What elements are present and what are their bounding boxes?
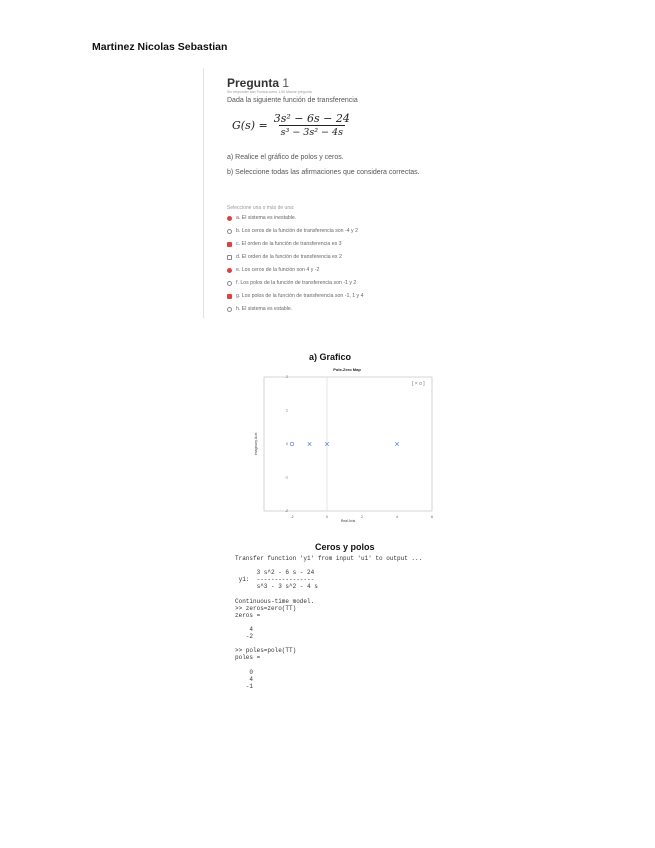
pole-zero-plot — [252, 365, 442, 525]
terminal-line: -1 — [235, 682, 254, 690]
question-panel — [203, 68, 444, 318]
terminal-line: Transfer function 'y1' from input 'u1' to output ... — [235, 555, 423, 562]
x-axis-label: Real Axis — [340, 519, 356, 523]
terminal-line: zeros = — [235, 611, 261, 619]
y-tick-label: 2 — [286, 375, 288, 380]
option-b-radio-icon[interactable] — [227, 229, 232, 234]
x-tick-label: 6 — [431, 515, 433, 519]
terminal-line — [235, 590, 422, 597]
formula-denominator: s³ − 3s² − 4s — [280, 127, 343, 138]
answer-option-g[interactable] — [227, 293, 363, 299]
terminal-line: 4 — [235, 625, 254, 633]
graph-heading: a) Grafico — [309, 352, 352, 362]
y-tick-label: 0 — [286, 442, 288, 447]
answer-option-h[interactable] — [227, 306, 292, 312]
question-part-b: b) Seleccione todas las afirmaciones que considera correctas. — [227, 169, 420, 176]
question-intro: Dada la siguiente función de transferencia — [227, 97, 358, 104]
terminal-line — [235, 661, 422, 668]
y-tick-label: 1 — [286, 408, 288, 413]
x-ticks — [290, 515, 433, 519]
terminal-line: >> poles=pole(TT) — [235, 647, 297, 655]
y-tick-label: -1 — [284, 475, 288, 480]
transfer-function-formula — [232, 112, 352, 138]
option-e-radio-icon[interactable] — [227, 268, 232, 273]
plot-title: Pole-Zero Map — [333, 367, 361, 372]
terminal-line: poles = — [235, 654, 261, 662]
terminal-line: y1: ---------------- — [235, 576, 315, 584]
option-f-radio-icon[interactable] — [227, 281, 232, 286]
plot-area — [264, 377, 432, 514]
answer-option-f[interactable] — [227, 280, 356, 286]
terminal-line: 3 s^2 - 6 s - 24 — [235, 569, 315, 577]
terminal-line: Continuous-time model. — [235, 597, 315, 605]
option-a-label: a. El sistema es inestable. — [236, 215, 297, 221]
question-part-a: a) Realice el gráfico de polos y ceros. — [227, 154, 344, 161]
option-e-label: e. Los ceros de la función son 4 y -2 — [236, 267, 320, 273]
option-d-label: d. El orden de la función de transferencia es 2 — [236, 254, 342, 260]
option-c-label: c. El orden de la función de transferencia es 3 — [236, 241, 342, 247]
answer-option-b[interactable] — [227, 228, 358, 234]
answer-option-e[interactable] — [227, 267, 319, 273]
answer-option-c[interactable] — [227, 241, 342, 247]
question-number: 1 — [282, 76, 290, 90]
option-g-label: g. Los polos de la función de transferencia son -1, 1 y 4 — [236, 293, 364, 299]
y-axis-label: Imaginary Axis — [254, 432, 258, 456]
question-title-label: Pregunta — [227, 76, 280, 90]
x-tick-label: 0 — [326, 515, 328, 519]
option-g-checkbox-icon[interactable] — [227, 294, 232, 299]
terminal-line — [235, 640, 422, 647]
question-title — [227, 76, 289, 90]
answer-option-d[interactable] — [227, 254, 342, 260]
author-name: Martinez Nicolas Sebastian — [92, 41, 228, 53]
terminal-line — [235, 619, 422, 626]
option-h-radio-icon[interactable] — [227, 307, 232, 312]
option-f-label: f. Los polos de la función de transferencia son -1 y 2 — [236, 280, 357, 286]
x-tick-label: -2 — [290, 515, 294, 519]
option-c-checkbox-icon[interactable] — [227, 242, 232, 247]
x-tick-label: 2 — [361, 515, 363, 519]
x-tick-label: 4 — [396, 515, 398, 519]
terminal-line — [235, 562, 422, 569]
terminal-line: -2 — [235, 633, 254, 641]
terminal-line: 0 — [235, 668, 254, 676]
question-subtitle: Sin responder aún Puntúa como 1,00 Marcar pregunta — [227, 90, 312, 94]
terminal-line: 4 — [235, 675, 254, 683]
matlab-output — [235, 555, 422, 690]
zeros-poles-heading: Ceros y polos — [315, 542, 375, 552]
terminal-line: s^3 - 3 s^2 - 4 s — [235, 583, 318, 591]
terminal-line: >> zeros=zero(TT) — [235, 604, 297, 612]
options-header: Seleccione una o más de una: — [227, 205, 295, 211]
y-tick-label: -2 — [284, 509, 288, 514]
formula-fraction — [272, 112, 352, 138]
option-h-label: h. El sistema es estable. — [236, 306, 293, 312]
formula-numerator: 3s² − 6s − 24 — [273, 112, 350, 125]
option-d-checkbox-icon[interactable] — [227, 255, 232, 260]
option-a-radio-icon[interactable] — [227, 216, 232, 221]
plot-legend: [ × o ] — [412, 381, 425, 387]
option-b-label: b. Los ceros de la función de transferencia son -4 y 2 — [236, 228, 358, 234]
formula-lhs: G(s) = — [232, 118, 268, 132]
answer-option-a[interactable] — [227, 215, 296, 221]
